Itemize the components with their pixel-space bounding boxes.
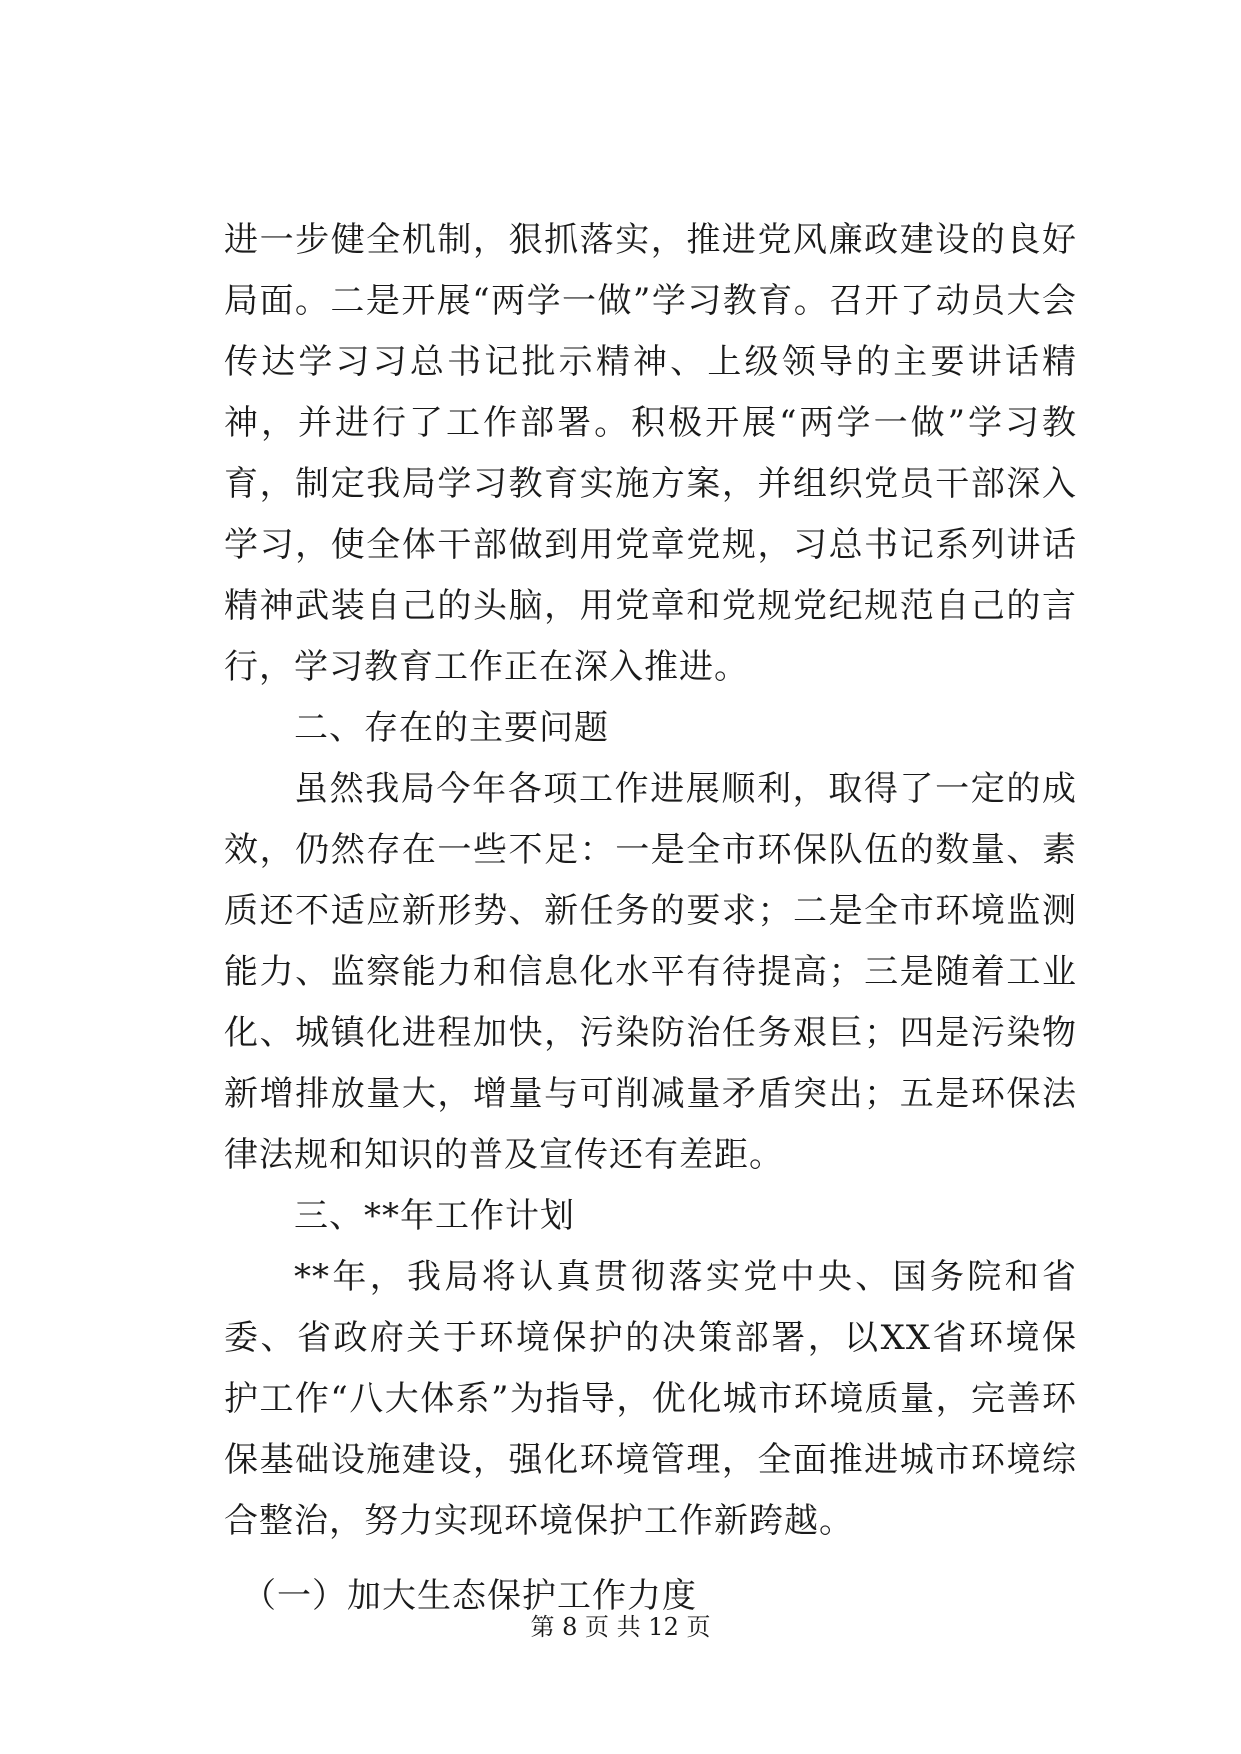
- paragraph-work-plan: **年，我局将认真贯彻落实党中央、国务院和省委、省政府关于环境保护的决策部署，以XX省环境保护工作“八大体系”为指导，优化城市环境质量，完善环保基础设施建设，强化环境管理，全面推进城市环境综合整治，努力实现环境保护工作新跨越。: [224, 1257, 1077, 1541]
- subsection-heading-ecological-protection: （一）加大生态保护工作力度: [242, 1576, 697, 1616]
- page-number-footer: 第 8 页 共 12 页: [530, 1613, 711, 1641]
- section-heading-main-problems: 二、存在的主要问题: [294, 708, 609, 748]
- section-heading-work-plan: 三、**年工作计划: [294, 1196, 575, 1236]
- document-body: [224, 210, 1077, 1627]
- paragraph-main-problems: 虽然我局今年各项工作进展顺利，取得了一定的成效，仍然存在一些不足：一是全市环保队伍的数量、素质还不适应新形势、新任务的要求；二是全市环境监测能力、监察能力和信息化水平有待提高；三是随着工业化、城镇化进程加快，污染防治任务艰巨；四是污染物新增排放量大，增量与可削减量矛盾突出；五是环保法律法规和知识的普及宣传还有差距。: [224, 769, 1077, 1175]
- paragraph-party-building: 进一步健全机制，狠抓落实，推进党风廉政建设的良好局面。二是开展“两学一做”学习教育。召开了动员大会传达学习习总书记批示精神、上级领导的主要讲话精神，并进行了工作部署。积极开展“两学一做”学习教育，制定我局学习教育实施方案，并组织党员干部深入学习，使全体干部做到用党章党规，习总书记系列讲话精神武装自己的头脑，用党章和党规党纪规范自己的言行，学习教育工作正在深入推进。: [224, 220, 1077, 687]
